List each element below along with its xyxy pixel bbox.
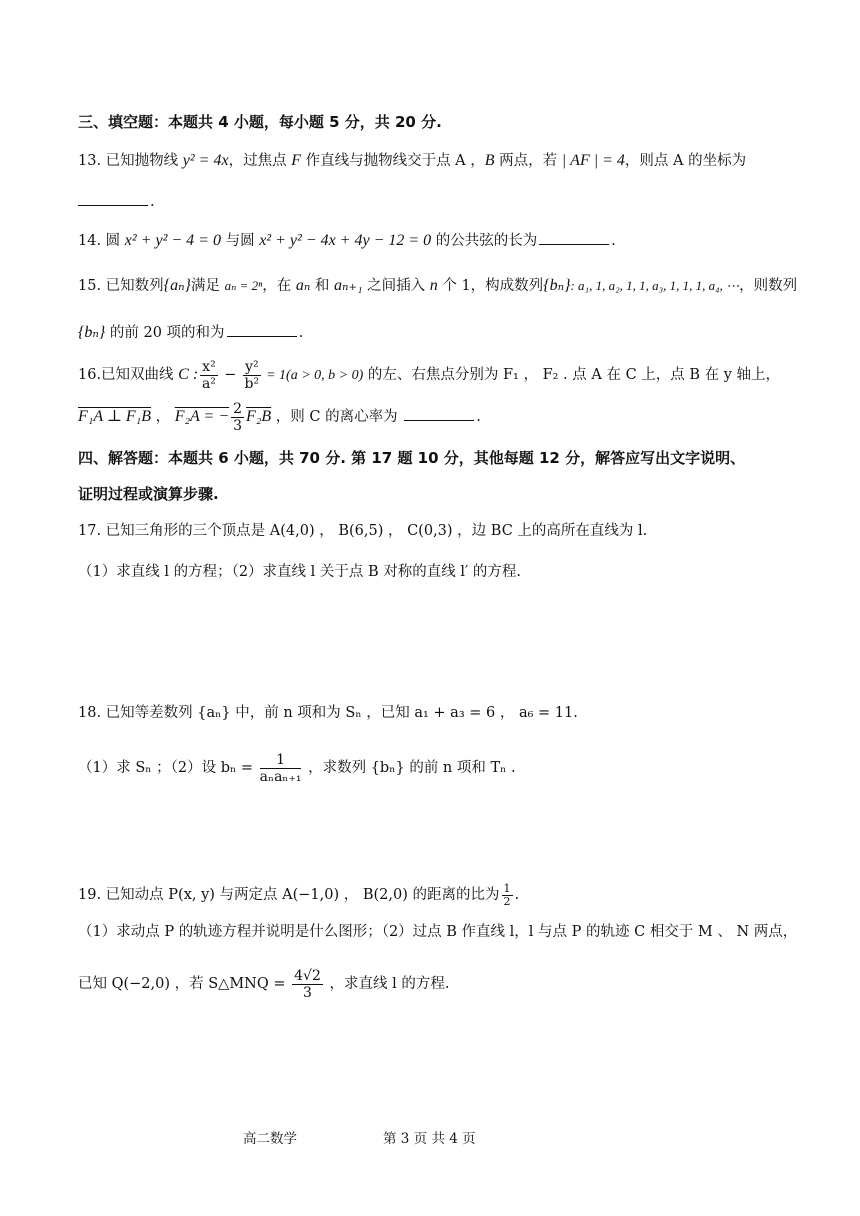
denominator: b² [244,375,260,392]
fraction [243,359,261,392]
question-19-condition [78,962,820,1006]
q16-vector: F₂B [246,408,272,425]
numerator: 1 [260,752,302,769]
numerator: 1 [503,881,511,895]
q16-text: − [219,367,242,383]
q15-text: 的前 20 项的和为 [105,325,225,341]
question-19 [78,880,820,910]
fraction [231,401,244,434]
q15-definition: aₙ = 2ⁿ [224,278,263,293]
q14-circle-1: x² + y² − 4 = 0 [124,232,221,249]
q15-text: 个 1，构成数列 [437,278,544,294]
question-19-parts: （1）求动点 P 的轨迹方程并说明是什么图形；（2）过点 B 作直线 l，l 与点 P 的轨迹 C 相交于 M 、 N 两点， [78,924,798,940]
q15-text: ，则数列 [739,278,798,294]
q14-text: 14. 圆 [78,233,125,249]
q15-term: aₙ₊₁ [334,277,363,294]
q19-text: . [514,887,520,903]
answer-blank [78,191,148,206]
q15-text: 之间插入 [362,278,430,294]
numerator: x² [202,358,216,375]
question-13-answer-line [78,191,820,212]
numerator: y² [245,358,259,375]
q15-term: aₙ [295,277,311,294]
q14-circle-2: x² + y² − 4x + 4y − 12 = 0 [259,232,432,249]
q16-vector-relation: F₂A = − [174,408,230,425]
q15-sequence-b: {bₙ} [78,324,106,341]
q15-sequence-b: {bₙ} [543,277,571,294]
numerator: 4√2 [294,967,321,984]
q16-text: ， [150,409,175,425]
q16-curve-name: C : [178,366,199,383]
q15-sequence-terms: : a₁, 1, a₂, 1, 1, a₃, 1, 1, 1, a₄, ⋯ [570,278,740,293]
q13-text: 13. 已知抛物线 [78,153,183,169]
fraction [200,359,218,392]
denominator: 2 [503,894,511,908]
fraction [260,752,302,785]
q14-text: 与圆 [220,233,260,249]
q15-n: n [429,277,438,294]
section-heading-fill-in: 三、填空题：本题共 4 小题，每小题 5 分，共 20 分. [78,113,442,131]
question-16-line-2 [78,400,820,434]
footer-subject: 高二数学 [243,1131,297,1147]
question-18-parts [78,748,820,788]
q14-text: . [611,233,616,249]
q15-text: . [298,325,304,341]
q13-condition: | AF | = 4 [561,152,625,169]
question-13 [78,151,820,171]
answer-blank [227,322,297,337]
answer-blank [404,406,474,421]
q13-text: . [150,194,155,210]
numerator: 2 [233,400,243,417]
question-17-parts: （1）求直线 l 的方程；（2）求直线 l 关于点 B 对称的直线 l′ 的方程. [78,564,522,580]
q13-point: B [484,152,495,169]
section-heading-answer-l1: 四、解答题：本题共 6 小题，共 70 分. 第 17 题 10 分，其他每题 12 分，解答应写出文字说明、 [78,449,746,467]
q16-condition: = 1(a > 0, b > 0) [262,368,364,383]
section-heading-answer-l2: 证明过程或演算步骤. [78,485,219,503]
fraction [502,883,513,908]
q13-equation: y² = 4x [182,152,229,169]
q16-text: 的左、右焦点分别为 F₁ ， F₂ . 点 A 在 C 上，点 B 在 y 轴上， [363,367,781,383]
answer-blank [539,230,609,245]
fraction [292,968,323,1001]
q13-focus: F [291,152,301,169]
q15-text: 和 [310,278,335,294]
q13-text: 两点，若 [494,153,562,169]
q15-text: 满足 [190,278,225,294]
question-15-line-2 [78,322,820,343]
question-14 [78,230,820,251]
q18-text: （1）求 Sₙ ；（2）设 bₙ = [78,760,258,776]
footer-page-number: 第 3 页 共 4 页 [383,1131,476,1147]
denominator: a² [201,375,216,392]
q13-text: ，过焦点 [228,153,292,169]
denominator: 3 [233,417,243,434]
question-18: 18. 已知等差数列 {aₙ} 中，前 n 项和为 Sₙ ，已知 a₁ + a₃ = 6 ， a₆ = 11. [78,705,578,721]
q19-text: 19. 已知动点 P(x, y) 与两定点 A(−1,0) ， B(2,0) 的距离的比为 [78,887,500,903]
q19-text: ，求直线 l 的方程. [324,976,450,992]
denominator: 3 [303,984,312,1001]
q13-text: ，则点 A 的坐标为 [624,153,747,169]
q15-sequence-a: {aₙ} [163,277,191,294]
q15-text: 15. 已知数列 [78,278,164,294]
q14-text: 的公共弦的长为 [431,233,538,249]
q16-text: . [476,409,481,425]
q16-vector-relation: F₁A ⊥ F₁B [78,408,151,425]
question-17: 17. 已知三角形的三个顶点是 A(4,0) ， B(6,5) ， C(0,3) ，边 BC 上的高所在直线为 l. [78,523,648,539]
denominator: aₙaₙ₊₁ [259,768,302,785]
q18-text: ，求数列 {bₙ} 的前 n 项和 Tₙ . [303,760,516,776]
q19-text: 已知 Q(−2,0) ，若 S△MNQ = [78,976,291,992]
q15-text: ，在 [262,278,296,294]
q13-text: 作直线与抛物线交于点 A ， [300,153,485,169]
q16-text: ，则 C 的离心率为 [271,409,403,425]
question-15 [78,276,820,296]
question-16 [78,358,820,393]
q16-text: 16.已知双曲线 [78,367,179,383]
